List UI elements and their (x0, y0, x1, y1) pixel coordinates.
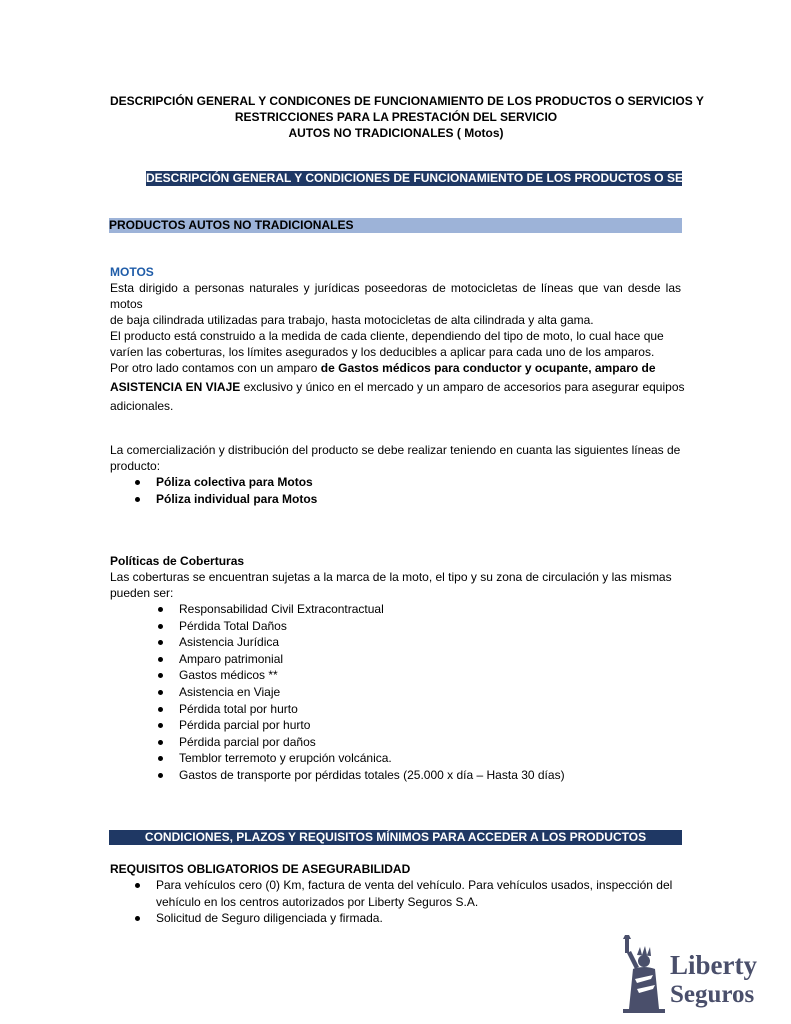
policies-paragraph (110, 569, 681, 601)
commercial-item-label: Póliza individual para Motos (156, 491, 318, 506)
coverage-item-label: Gastos de transporte por pérdidas totales (25.000 x día – Hasta 30 días) (179, 767, 565, 782)
document-title (110, 93, 704, 141)
coverage-item-label: Responsabilidad Civil Extracontractual (179, 602, 384, 616)
list-item (156, 474, 317, 491)
requirements-list (156, 877, 680, 927)
list-item (179, 717, 565, 734)
coverage-item-label: Asistencia Jurídica (179, 635, 280, 650)
coverage-item-label: Gastos médicos ** (179, 668, 278, 683)
list-item (179, 601, 565, 618)
list-item (179, 767, 565, 784)
motos-p2-line-2: varíen las coberturas, los límites asegurados y los deducibles a aplicar para cada uno de los amparos. (110, 345, 655, 359)
section-header-description: DESCRIPCIÓN GENERAL Y CONDICIONES DE FUNCIONAMIENTO DE LOS PRODUCTOS O SERVICIOS (146, 171, 733, 185)
motos-p3-line-2 (110, 378, 685, 397)
list-item (179, 684, 565, 701)
bullet-icon (135, 883, 140, 888)
motos-p3-line-1 (110, 359, 681, 378)
bullet-icon (158, 740, 163, 745)
list-item (179, 734, 565, 751)
title-line-2: RESTRICCIONES PARA LA PRESTACIÓN DEL SERVICIO (234, 110, 558, 124)
title-line-1: DESCRIPCIÓN GENERAL Y CONDICONES DE FUNCIONAMIENTO DE LOS PRODUCTOS O SERVICIOS Y (110, 94, 704, 108)
bullet-icon (158, 690, 163, 695)
title-line-3: AUTOS NO TRADICIONALES ( Motos) (288, 126, 504, 140)
motos-paragraph-3 (110, 359, 685, 416)
requirement-1-line-2: vehículo en los centros autorizados por Liberty Seguros S.A. (156, 894, 479, 909)
logo-text-seguros: Seguros (670, 981, 755, 1008)
logo-text-liberty: Liberty (670, 950, 757, 980)
commercial-line-2: producto: (110, 459, 161, 473)
motos-p3-text-a: Por otro lado contamos con un amparo (110, 361, 321, 375)
bullet-icon (158, 607, 163, 612)
list-item (156, 491, 317, 508)
requirements-heading: REQUISITOS OBLIGATORIOS DE ASEGURABILIDAD (110, 862, 411, 876)
commercial-line-1: La comercialización y distribución del producto se debe realizar teniendo en cuanta las siguientes líneas de (110, 443, 681, 457)
bullet-icon (158, 756, 163, 761)
list-item (179, 651, 565, 668)
list-item (179, 667, 565, 684)
policies-line-2: pueden ser: (110, 586, 174, 600)
coverage-list (179, 601, 565, 784)
bullet-icon (158, 723, 163, 728)
policies-line-1: Las coberturas se encuentran sujetas a la marca de la moto, el tipo y su zona de circulación y las mismas (110, 570, 672, 584)
requirement-2-label: Solicitud de Seguro diligenciada y firmada. (156, 911, 383, 926)
commercial-paragraph (110, 442, 681, 474)
section-header-products: PRODUCTOS AUTOS NO TRADICIONALES (109, 218, 682, 233)
motos-p3-text-d: exclusivo y único en el mercado y un amparo de accesorios para asegurar equipos (240, 380, 685, 394)
motos-p3-text-c: ASISTENCIA EN VIAJE (110, 380, 241, 394)
coverage-item-label: Asistencia en Viaje (179, 684, 281, 699)
bullet-icon (158, 657, 163, 662)
coverage-item-label: Pérdida parcial por daños (179, 734, 316, 749)
bullet-icon (135, 916, 140, 921)
bullet-icon (135, 497, 140, 502)
bullet-icon (158, 773, 163, 778)
section-header-conditions: CONDICIONES, PLAZOS Y REQUISITOS MÍNIMOS PARA ACCEDER A LOS PRODUCTOS (109, 830, 682, 845)
list-item (156, 877, 680, 910)
motos-p1-line-2: de baja cilindrada utilizadas para trabajo, hasta motocicletas de alta cilindrada y alta gama. (110, 313, 594, 327)
list-item (179, 701, 565, 718)
bullet-icon (135, 480, 140, 485)
list-item (179, 618, 565, 635)
motos-p3-text-b: de Gastos médicos para conductor y ocupante, amparo de (320, 361, 656, 375)
list-item (179, 750, 565, 767)
bullet-icon (158, 673, 163, 678)
bullet-icon (158, 640, 163, 645)
list-item (156, 910, 680, 927)
coverage-item-label: Pérdida Total Daños (179, 618, 287, 633)
coverage-item-label: Pérdida parcial por hurto (179, 718, 311, 733)
commercial-item-label: Póliza colectiva para Motos (156, 475, 313, 489)
requirement-1-line-1: Para vehículos cero (0) Km, factura de venta del vehículo. Para vehículos usados, inspección del (156, 878, 673, 892)
motos-p1-line-1: Esta dirigido a personas naturales y jurídicas poseedoras de motocicletas de líneas que van desde las motos (110, 281, 681, 311)
list-item (179, 634, 565, 651)
coverage-item-label: Amparo patrimonial (179, 651, 284, 666)
coverage-item-label: Pérdida total por hurto (179, 701, 298, 716)
policies-heading: Políticas de Coberturas (110, 554, 245, 568)
coverage-item-label: Temblor terremoto y erupción volcánica. (179, 751, 392, 766)
motos-p3-line-3: adicionales. (110, 399, 174, 413)
liberty-seguros-logo (615, 935, 765, 1015)
bullet-icon (158, 624, 163, 629)
commercial-list (156, 474, 317, 507)
motos-paragraph-1 (110, 280, 681, 360)
bullet-icon (158, 707, 163, 712)
motos-heading: MOTOS (110, 265, 154, 279)
motos-p2-line-1: El producto está construido a la medida de cada cliente, dependiendo del tipo de moto, lo cual hace que (110, 329, 664, 343)
